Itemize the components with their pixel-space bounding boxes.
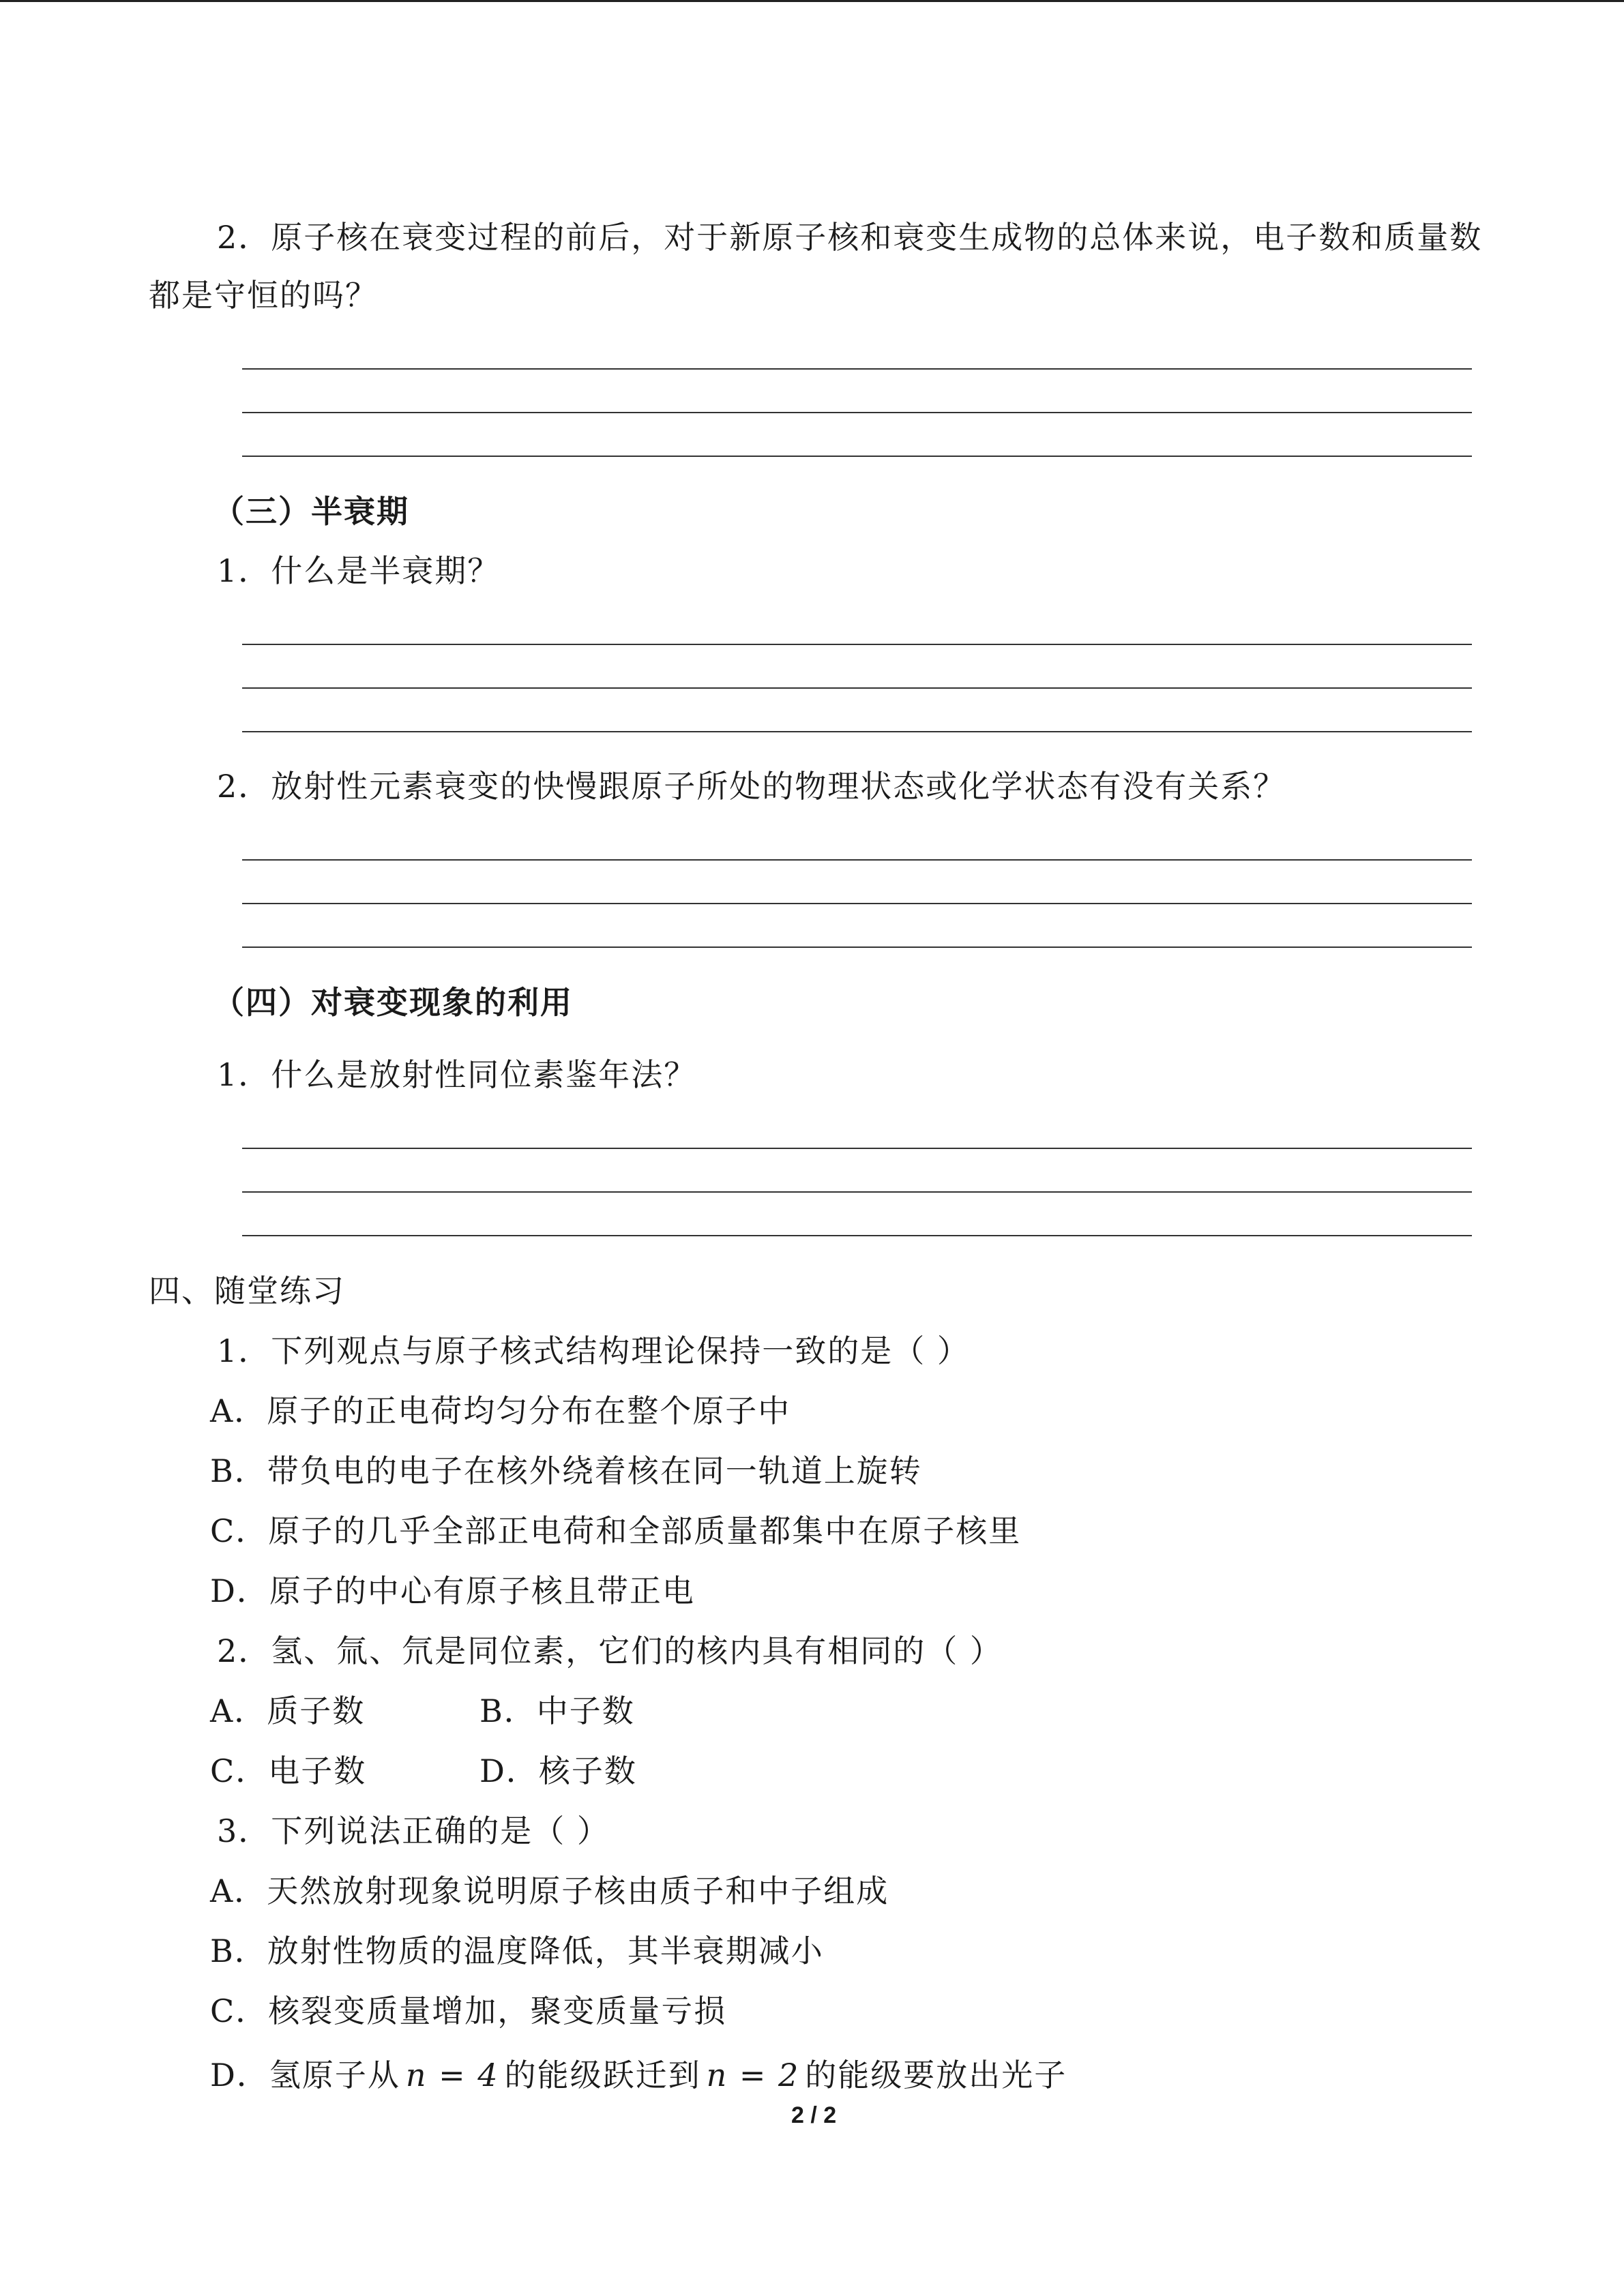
answer-line[interactable] xyxy=(242,731,1472,732)
question-2-line-1: 2．原子核在衰变过程的前后，对于新原子核和衰变生成物的总体来说，电子数和质量数 xyxy=(217,219,1483,256)
exercise-q3-option-c[interactable]: C．核裂变质量增加，聚变质量亏损 xyxy=(210,1993,727,2029)
answer-line[interactable] xyxy=(242,1235,1472,1236)
question-2-line-2: 都是守恒的吗？ xyxy=(149,277,378,314)
exercise-q2-option-b[interactable]: B．中子数 xyxy=(479,1693,635,1729)
exercise-q2-option-d[interactable]: D．核子数 xyxy=(479,1753,637,1789)
exercise-q1-option-d[interactable]: D．原子的中心有原子核且带正电 xyxy=(210,1572,695,1609)
answer-line[interactable] xyxy=(242,412,1472,413)
exercise-heading: 四、随堂练习 xyxy=(149,1272,345,1309)
answer-line[interactable] xyxy=(242,644,1472,645)
exercise-q2-option-a[interactable]: A．质子数 xyxy=(210,1693,366,1729)
exercise-q1-stem: 1．下列观点与原子核式结构理论保持一致的是（ ） xyxy=(217,1332,970,1369)
exercise-q1-option-c[interactable]: C．原子的几乎全部正电荷和全部质量都集中在原子核里 xyxy=(210,1512,1022,1549)
answer-line[interactable] xyxy=(242,368,1472,370)
option-d-middle: 的能级跃迁到 xyxy=(504,2057,701,2093)
half-life-question-2: 2．放射性元素衰变的快慢跟原子所处的物理状态或化学状态有没有关系？ xyxy=(217,768,1286,805)
math-n-equals-2: n = 2 xyxy=(706,2057,800,2093)
answer-line[interactable] xyxy=(242,859,1472,861)
exercise-q2-option-c[interactable]: C．电子数 xyxy=(210,1753,367,1789)
answer-line[interactable] xyxy=(242,456,1472,457)
page-number: 2 / 2 xyxy=(791,2102,837,2128)
half-life-question-1: 1．什么是半衰期？ xyxy=(217,552,501,589)
math-n-equals-4: n = 4 xyxy=(405,2057,499,2093)
exercise-q1-option-b[interactable]: B．带负电的电子在核外绕着核在同一轨道上旋转 xyxy=(210,1452,922,1489)
exercise-q3-option-d[interactable] xyxy=(210,2055,1067,2096)
exercise-q3-option-b[interactable]: B．放射性物质的温度降低，其半衰期减小 xyxy=(210,1933,824,1969)
exercise-q3-stem: 3．下列说法正确的是（ ） xyxy=(217,1813,610,1849)
exercise-q2-stem: 2．氢、氚、氘是同位素，它们的核内具有相同的（ ） xyxy=(217,1632,1003,1669)
answer-line[interactable] xyxy=(242,946,1472,948)
section-heading-decay-use: （四）对衰变现象的利用 xyxy=(213,984,573,1021)
answer-line[interactable] xyxy=(242,687,1472,689)
option-d-prefix: D．氢原子从 xyxy=(210,2057,400,2093)
answer-line[interactable] xyxy=(242,1191,1472,1193)
exercise-q3-option-a[interactable]: A．天然放射现象说明原子核由质子和中子组成 xyxy=(210,1873,889,1909)
option-d-suffix: 的能级要放出光子 xyxy=(805,2057,1067,2093)
section-heading-half-life: （三）半衰期 xyxy=(213,493,409,530)
exercise-q1-option-a[interactable]: A．原子的正电荷均匀分布在整个原子中 xyxy=(210,1392,791,1429)
decay-use-question-1: 1．什么是放射性同位素鉴年法？ xyxy=(217,1056,697,1093)
answer-line[interactable] xyxy=(242,903,1472,904)
answer-line[interactable] xyxy=(242,1148,1472,1149)
